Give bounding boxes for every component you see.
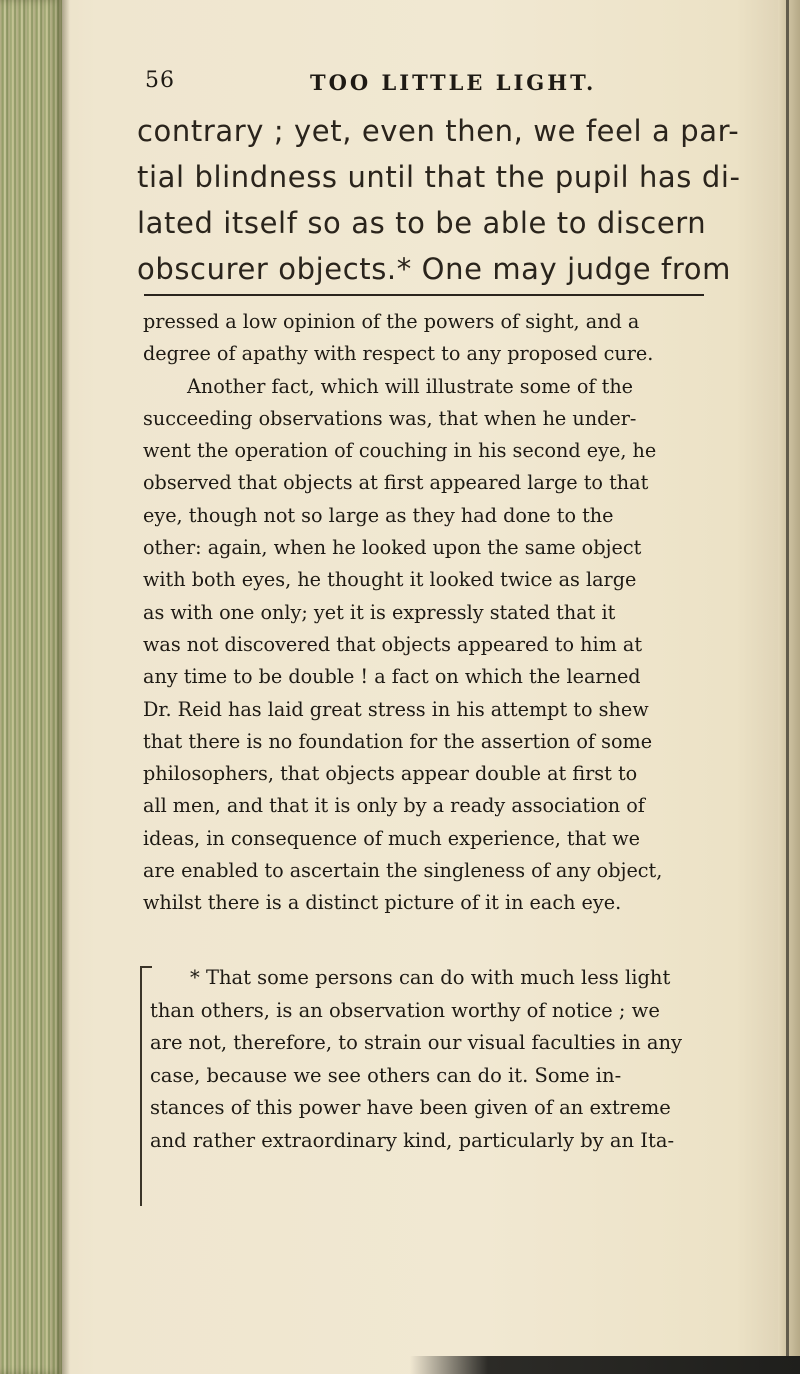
text-line: all men, and that it is only by a ready association of [143,794,645,818]
text-line: are not, therefore, to strain our visual faculties in any [150,1031,683,1055]
text-line: other: again, when he looked upon the same object [143,536,642,560]
book-binding [0,0,62,1374]
page-edge-line [786,0,789,1374]
running-head [145,68,705,98]
text-line: any time to be double ! a fact on which the learned [143,665,641,689]
text-line: eye, though not so large as they had done to the [143,503,614,527]
text-line: ideas, in consequence of much experience, that we [143,826,641,850]
text-line: Another fact, which will illustrate some of the [187,374,634,398]
text-line: and rather extraordinary kind, particularly by an Ita- [150,1128,675,1152]
text-line: succeeding observations was, that when he under- [143,406,637,430]
text-line: Dr. Reid has laid great stress in his attempt to shew [143,697,649,721]
text-line: with both eyes, he thought it looked twice as large [143,568,637,592]
section-rule [144,294,704,296]
text-line: contrary ; yet, even then, we feel a par- [137,114,740,148]
page-number: 56 [145,68,175,93]
text-line: are enabled to ascertain the singleness of any object, [143,859,663,883]
text-line: whilst there is a distinct picture of it in each eye. [143,891,622,915]
footnote-bracket-tail [140,1176,142,1206]
next-page-edge [778,0,800,1374]
text-line: pressed a low opinion of the powers of sight, and a [143,310,640,333]
binding-shadow [62,0,70,1374]
text-line: that there is no foundation for the assertion of some [143,729,653,753]
text-line: as with one only; yet it is expressly stated that it [143,600,616,624]
footnote [150,962,730,1158]
bottom-shadow [410,1356,800,1374]
text-line: than others, is an observation worthy of notice ; we [150,998,660,1022]
main-paragraph [137,108,741,292]
text-line: degree of apathy with respect to any proposed cure. [143,342,654,366]
text-line: stances of this power have been given of an extreme [150,1096,671,1120]
text-line: * That some persons can do with much less light [190,966,671,989]
text-line: case, because we see others can do it. Some in- [150,1063,622,1087]
text-line: philosophers, that objects appear double at first to [143,762,638,786]
text-line: obscurer objects.* One may judge from [137,252,731,286]
note-paragraph [143,306,723,920]
text-line: observed that objects at first appeared large to that [143,471,649,495]
running-title: TOO LITTLE LIGHT. [310,70,597,95]
text-line: lated itself so as to be able to discern [137,206,707,240]
text-line: went the operation of couching in his second eye, he [143,439,657,463]
text-line: tial blindness until that the pupil has di- [137,160,741,194]
text-line: was not discovered that objects appeared to him at [143,632,643,656]
